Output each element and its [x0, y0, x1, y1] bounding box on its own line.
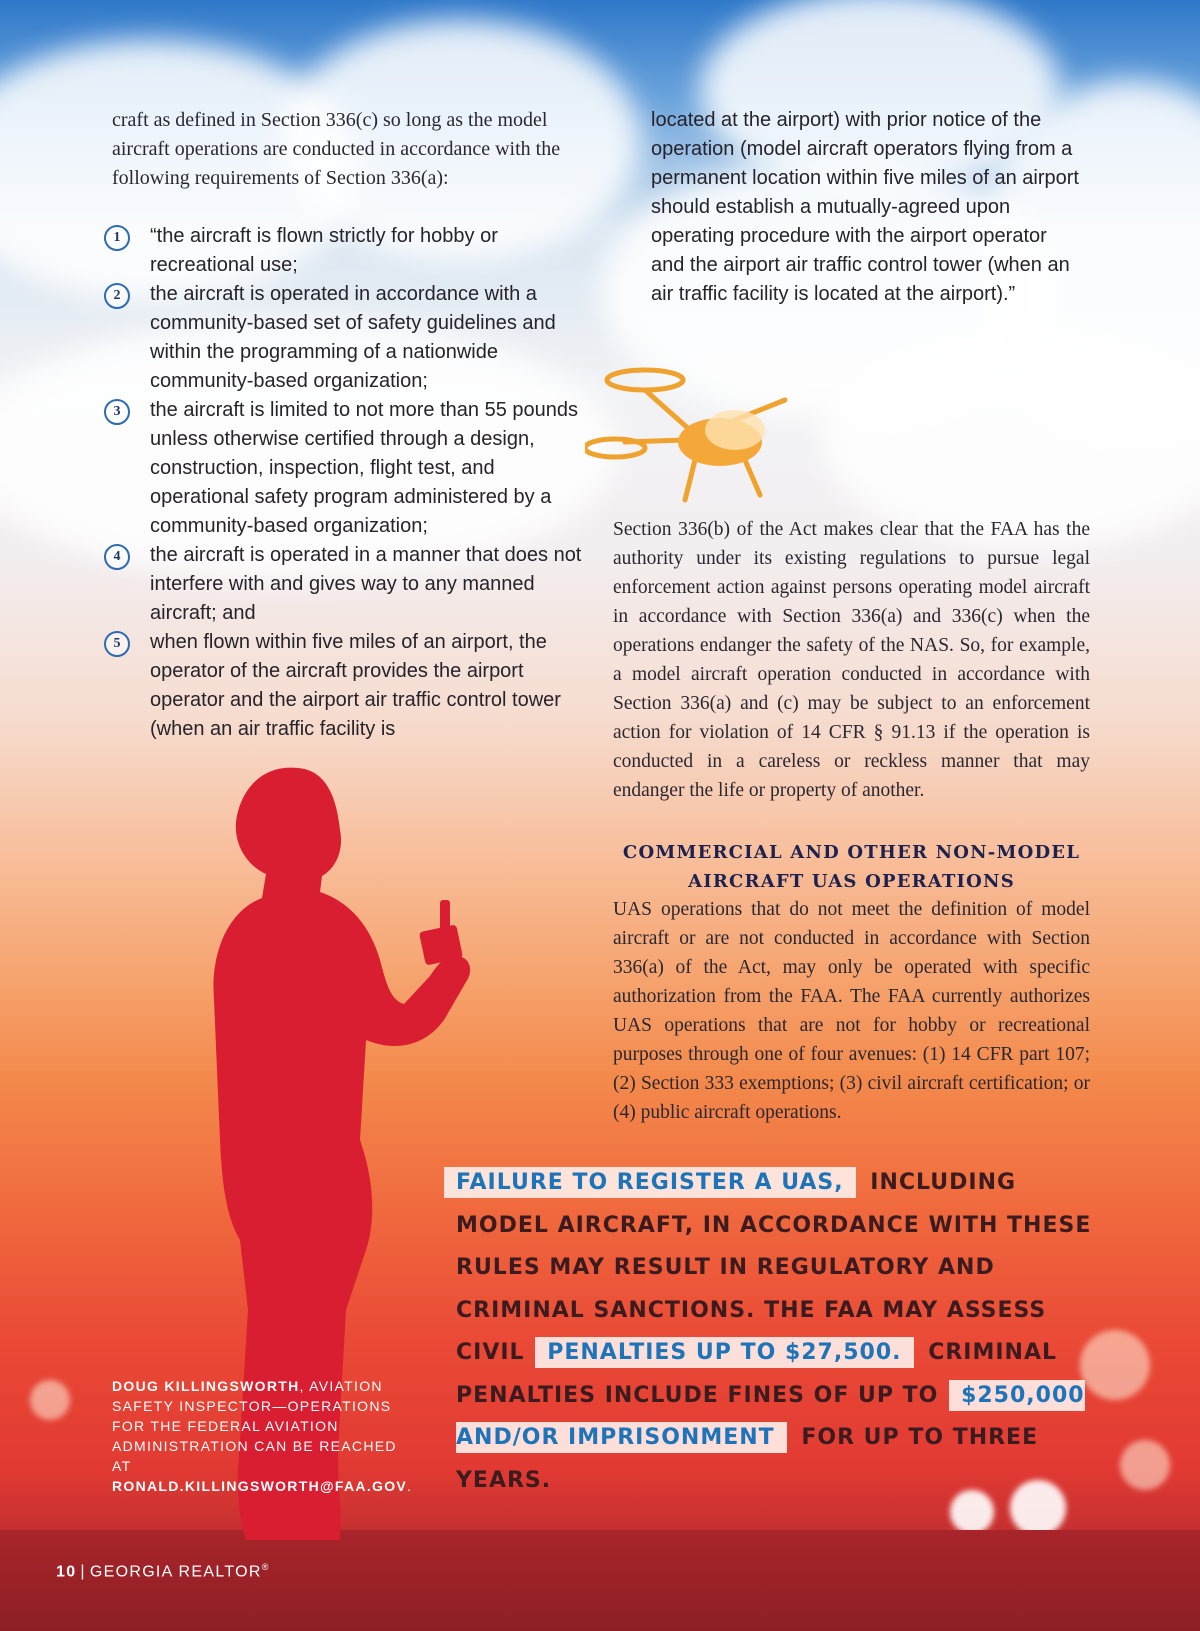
page-number: 10 — [56, 1563, 77, 1581]
callout-highlight: PENALTIES UP TO $27,500. — [535, 1337, 913, 1368]
publication-name: GEORGIA REALTOR — [89, 1563, 262, 1581]
requirements-list — [104, 222, 594, 744]
bokeh-light — [30, 1380, 70, 1420]
number-badge: 1 — [104, 225, 130, 251]
penalty-callout — [456, 1162, 1106, 1502]
callout-text: INCLUDING MODEL AIRCRAFT, IN ACCORDANCE WITH THESE RULES MAY RESULT IN REGULATORY AND CRIMINAL SANCTIONS. THE FAA MAY ASSESS CIVIL — [456, 1170, 1092, 1365]
list-item — [104, 222, 594, 280]
list-item-text: when flown within five miles of an airport, the operator of the aircraft provides the airport operator and the airport air traffic control tower (when an air traffic facility is — [150, 631, 561, 740]
list-item — [104, 280, 594, 396]
list-item — [104, 628, 594, 744]
drone-image — [585, 360, 825, 510]
registered-mark: ® — [261, 1562, 270, 1572]
number-badge: 5 — [104, 631, 130, 657]
list-item-text: the aircraft is operated in a manner that does not interfere with and gives way to any manned aircraft; and — [150, 544, 582, 624]
author-email: RONALD.KILLINGSWORTH@FAA.GOV — [112, 1478, 408, 1494]
commercial-operations-paragraph: UAS operations that do not meet the definition of model aircraft or are not conducted in accordance with Section 336(a) of the Act, may only be operated with specific authorization from the FAA. The FAA currently authorizes UAS operations that are not for hobby or recreational purposes through one of four avenues: (1) 14 CFR part 107; (2) Section 333 exemptions; (3) civil aircraft certification; or (4) public aircraft operations. — [613, 899, 1090, 1123]
list-item-text: the aircraft is operated in accordance with a community-based set of safety guidelines and within the programming of a nationwide community-based organization; — [150, 283, 556, 392]
page-footer — [56, 1562, 270, 1581]
list-item — [104, 396, 594, 541]
number-badge: 4 — [104, 544, 130, 570]
callout-text: CRIMINAL PENALTIES INCLUDE FINES OF UP TO — [456, 1340, 1057, 1408]
continued-list-text: located at the airport) with prior notice of the operation (model aircraft operators flying from a permanent location within five miles of an airport should establish a mutually-agreed upon operating procedure with the airport operator and the airport air traffic control tower (when an air traffic facility is located at the airport).” — [651, 109, 1079, 305]
list-item — [104, 541, 594, 628]
list-item-text: the aircraft is limited to not more than 55 pounds unless otherwise certified through a design, construction, inspection, flight test, and operational safety program administered by a community-based organization; — [150, 399, 579, 537]
callout-highlight: $250,000 AND/OR IMPRISONMENT — [456, 1380, 1085, 1454]
section-heading: COMMERCIAL AND OTHER NON-MODEL AIRCRAFT UAS OPERATIONS — [622, 842, 1081, 892]
callout-text: FOR UP TO THREE YEARS. — [456, 1425, 1039, 1493]
bokeh-light — [1120, 1440, 1170, 1490]
intro-paragraph: craft as defined in Section 336(c) so long as the model aircraft operations are conducted in accordance with the following requirements of Section 336(a): — [112, 109, 561, 189]
number-badge: 3 — [104, 399, 130, 425]
number-badge: 2 — [104, 283, 130, 309]
footer-separator: | — [80, 1563, 86, 1581]
author-name: DOUG KILLINGSWORTH — [112, 1378, 300, 1394]
byline-punct: . — [407, 1478, 413, 1494]
callout-highlight: FAILURE TO REGISTER A UAS, — [444, 1167, 856, 1198]
section-336b-paragraph: Section 336(b) of the Act makes clear that the FAA has the authority under its existing regulations to pursue legal enforcement action against persons operating model aircraft in accordance with Section 336(a) and 336(c) when the operations endanger the safety of the NAS. So, for example, a model aircraft operation conducted in accordance with Section 336(a) and (c) may be subject to an enforcement action for violation of 14 CFR § 91.13 if the operation is conducted in a careless or reckless manner that may endanger the life or property of another. — [613, 519, 1090, 801]
byline-punct: , — [299, 1378, 305, 1394]
author-role: AVIATION SAFETY INSPECTOR—OPERATIONS FOR THE FEDERAL AVIATION ADMINISTRATION CAN BE REACHED AT — [112, 1378, 397, 1474]
list-item-text: “the aircraft is flown strictly for hobby or recreational use; — [150, 225, 498, 276]
author-byline — [112, 1376, 413, 1496]
